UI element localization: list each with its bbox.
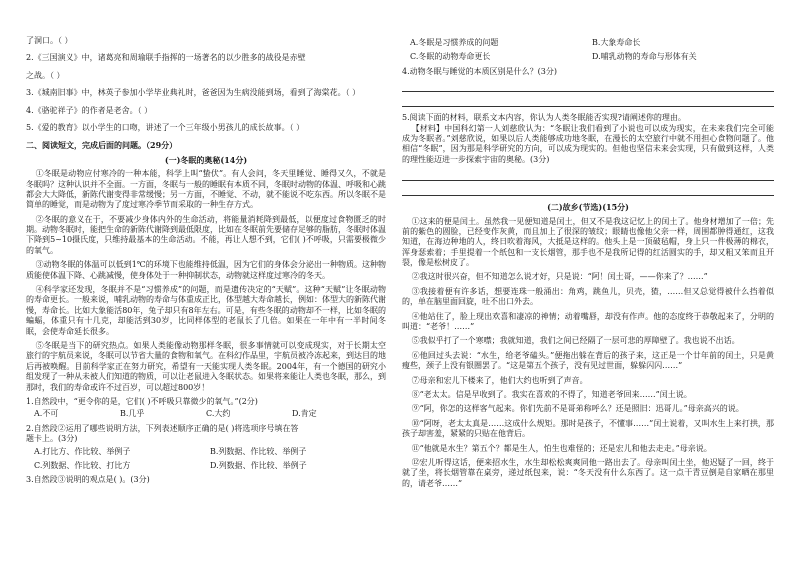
question-1-options [34,409,386,419]
option: D.哺乳动物的寿命与形体有关 [592,52,697,62]
question-2-cont: 题卡上。(3分) [26,434,78,444]
question-3-options-row2 [410,52,774,62]
option: C.冬眠的动物寿命更长 [410,52,491,62]
passage-paragraph: ②我这时很兴奋，但不知道怎么说才好，只是说：“阿！闰土哥，——你来了？……” [411,272,708,282]
fill-item: 3.《城南旧事》中，林英子参加小学毕业典礼时，爸爸因为生病没能到场，看到了海棠花。（ ） [26,88,361,98]
passage-title: (二)故乡(节选)(15分) [547,202,629,213]
option: A.不可 [34,409,59,419]
left-column [26,36,386,486]
passage-paragraph: ⑤冬眠是当下的研究热点。如果人类能像动物那样冬眠，很多事情就可以变成现实，对于长期太空旅行的宇航员来说，冬眠可以节省大量的食物和氧气。在科幻作品里，宇航员被冷冻起来，到达目的地后再被唤醒。目前科学家正在努力研究，希望有一天能实现人类冬眠。2004年，有一个德国的研究小组发现了一种从未被人们知道的物质，可以让老鼠进入冬眠状态。如果将来能让人类也冬眠，那么，到那时，我们的寿命或许不过百岁，可以超过800岁！ [26,340,386,392]
question-2: 2.自然段②运用了哪些说明方法，下列表述顺序正确的是( )将选项序号填在答 [26,423,299,433]
fill-item: 之战。（ ） [26,70,65,80]
passage-paragraph: ④他站住了，脸上现出欢喜和凄凉的神情；动着嘴唇，却没有作声。他的态度终于恭敬起来了，分明的叫道：“老爷！……” [402,311,774,332]
option: D.肯定 [292,409,317,419]
option: B.几乎 [120,409,145,419]
passage-paragraph: ③动物冬眠的体温可以低到1℃的环境下也能维持低温，因为它们的身体会分泌出一种物质。这种物质能使体温下降、心跳减慢，使身体处于一种抑制状态，动物就这样度过寒冷的冬天。 [26,260,386,280]
option: C.大约 [206,409,231,419]
question-3: 3.自然段③说明的观点是( )。(3分) [26,475,150,485]
passage-paragraph: ⑦母亲和宏儿下楼来了，他们大约也听到了声音。 [411,375,588,385]
passage-paragraph: ⑧“老太太。信是早收到了。我实在喜欢的不得了，知道老爷回来……”闰土说。 [411,389,692,399]
option: B.列数据、作比较、举例子 [210,446,307,456]
option: C.列数据、作比较、打比方 [34,460,131,470]
question-1: 1.自然段中，“更令你的是，它们( )不呼吸只靠微少的氧气。”(2分) [26,396,258,406]
passage-title: (一)冬眠的奥秘(14分) [164,154,248,165]
answer-line[interactable] [402,184,774,196]
passage-paragraph: ④科学家还发现，冬眠并不是“习惯养成”的问题，而是遗传决定的“天赋”。这种“天赋”让冬眠动物的寿命更长。一般来说，哺乳动物的寿命与体重成正比，体型越大寿命越长，例如：体型大的新陈代谢慢，寿命长。比如大象能活80年，兔子却只有8年左右。可是，有些冬眠的动物却不一样，比如冬眠的蝙蝠，体重只有十几克，却能活到30岁，比同样体型的老鼠长了几倍。如果在一年中有一半时间冬眠，会使寿命延长很多。 [26,285,386,336]
passage-paragraph: ③我接着便有许多话，想要连珠一般涌出：角鸡，跳鱼儿，贝壳，猹，……但又总觉得被什么挡着似的，单在脑里面回旋，吐不出口外去。 [402,286,774,307]
question-4: 4.动物冬眠与睡觉的本质区别是什么？(3分) [402,66,557,76]
material-paragraph: 【材料】中国科幻第一人刘慈欣认为：“冬眠让我们看到了小说也可以成为现实，在未来我们完全可能成为冬眠者。”刘慈欣说，如果以后人类能够成功地冬眠，在漫长的太空旅行中就不用担心食物问题了。他相信“冬眠”，因为那是科学研究的方向，可以成为现实的。但他也坚信未来会实现，只有做到这样，人类的理性能迈进一步探索宇宙的奥秘。(3分) [402,123,774,164]
passage-paragraph: ⑪“他就是水生？第五个？都是生人，怕生也难怪的；还是宏儿和他去走走。”母亲说。 [411,443,712,453]
passage-paragraph: ①这来的便是闰土。虽然我一见便知道是闰土，但又不是我这记忆上的闰土了。他身材增加了一倍；先前的紫色的圆脸，已经变作灰黄，而且加上了很深的皱纹；眼睛也像他父亲一样，周围都肿得通红，这我知道，在海边种地的人，终日吹着海风，大抵是这样的。他头上是一顶破毡帽，身上只一件极薄的棉衣，浑身瑟索着；手里提着一个纸包和一支长烟管，那手也不是我所记得的红活圆实的手，却又粗又笨而且开裂，像是松树皮了。 [402,216,774,268]
answer-line[interactable] [402,80,774,92]
fill-item: 了洞口。（ ） [26,36,73,45]
right-column [402,36,774,493]
fill-item: 4.《骆驼祥子》的作者是老舍。（ ） [26,105,153,115]
option: A.打比方、作比较、举例子 [34,446,131,456]
question-5: 5.阅读下面的材料，联系文本内容，你认为人类冬眠能否实现?请阐述你的理由。 [402,113,686,123]
passage-paragraph: ⑫宏儿听得这话，便来招水生，水生却松松爽爽同他一路出去了。母亲叫闰土坐，他迟疑了一回，终于就了坐，将长烟管靠在桌旁，递过纸包来，说：“冬天没有什么东西了。这一点干青豆倒是自家晒在那里的，请老爷……” [402,457,774,488]
option: B.大象寿命长 [592,38,641,47]
passage-paragraph: ⑨“阿，你怎的这样客气起来。你们先前不是哥弟称呼么？还是照旧：迅哥儿。”母亲高兴的说。 [411,404,744,414]
question-3-options-row1 [410,38,774,48]
passage-paragraph: ①冬眠是动物应付寒冷的一种本能，科学上叫“蛰伏”。有人会问，冬天里睡觉、睡得又久，不就是冬眠吗？这种认识并不全面。一方面，冬眠与一般的睡眠有本质不同，冬眠时动物的体温、呼吸和心跳都会大大降低，新陈代谢变得非常缓慢；另一方面，不睡觉、不动，就不能说不吃东西。所以冬眠不是简单的睡觉，而是动物为了度过寒冷季节而采取的一种生存方式。 [26,169,386,210]
option: D.列数据、作比较、举例子 [210,460,307,470]
passage-paragraph: ⑩“阿呀，老太太真是……这成什么规矩。那时是孩子，不懂事……”闰土说着，又叫水生上来打拱，那孩子却害羞，紧紧的只贴在他背后。 [402,418,774,439]
passage-paragraph: ②冬眠的意义在于，不要减少身体内外的生命活动，将能量消耗降到最低，以便度过食物匮乏的时期。动物冬眠时，能把生命的新陈代谢降到最低限度，比如在冬眠前先要储存足够的脂肪，冬眠时体温下降到5~10摄氏度，只维持最基本的生命活动。不能，再让人想不到，它们( )不呼吸，只需要极微少的氧气。 [26,214,386,255]
option: A.冬眠是习惯养成的问题 [410,38,499,47]
section-title: 二、阅读短文，完成后面的问题。（29分） [26,140,178,151]
answer-line[interactable] [402,169,774,181]
fill-item: 2.《三国演义》中，诸葛亮和周瑜联手指挥的一场著名的以少胜多的战役是赤壁 [26,53,306,63]
question-2-options-row2 [34,461,386,471]
passage-paragraph: ⑤我似乎打了一个寒噤；我就知道，我们之间已经隔了一层可悲的厚障壁了。我也说不出话。 [411,336,740,346]
passage-paragraph: ⑥他回过头去说：“水生，给老爷磕头。”便拖出躲在背后的孩子来，这正是一个廿年前的闰土，只是黄瘦些，颈子上没有银圈罢了。“这是第五个孩子，没有见过世面，躲躲闪闪……” [402,350,774,371]
answer-line[interactable] [402,95,774,107]
question-2-options-row1 [34,447,386,457]
fill-item: 5.《爱的教育》以小学生的口吻，讲述了一个三年级小男孩儿的成长故事。（ ） [26,122,305,132]
